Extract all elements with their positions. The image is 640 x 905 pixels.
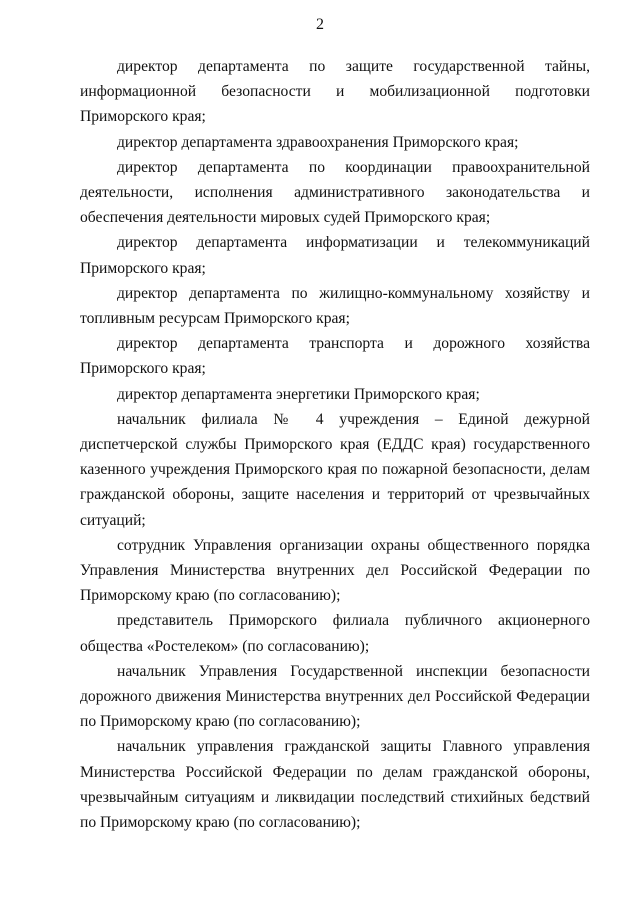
paragraph: директор департамента по защите государственной тайны, информационной безопасности и мобилизационной подготовки Приморского края; [80,58,590,126]
paragraph: сотрудник Управления организации охраны общественного порядка Управления Министерства внутренних дел Российской Федерации по Приморскому краю (по согласованию); [80,536,590,605]
paragraph: начальник управления гражданской защиты Главного управления Министерства Российской Федерации по делам гражданской обороны, чрезвычайным ситуациям и ликвидации последствий стихийных бедствий по Приморскому краю (по согласованию); [80,738,590,832]
paragraph: начальник Управления Государственной инспекции безопасности дорожного движения Министерства внутренних дел Российской Федерации по Приморскому краю (по согласованию); [80,662,590,731]
paragraph: директор департамента здравоохранения Приморского края; [117,133,519,151]
paragraph: представитель Приморского филиала публичного акционерного общества «Ростелеком» (по согласованию); [80,612,590,655]
paragraph: директор департамента по жилищно-коммунальному хозяйству и топливным ресурсам Приморского края; [80,284,590,328]
paragraph: директор департамента информатизации и телекоммуникаций Приморского края; [80,234,590,277]
document-body [80,54,590,835]
paragraph: директор департамента энергетики Приморского края; [117,385,480,403]
paragraph: директор департамента транспорта и дорожного хозяйства Приморского края; [80,335,590,378]
paragraph: начальник филиала № 4 учреждения – Единой дежурной диспетчерской службы Приморского края (ЕДДС края) государственного казенного учреждения Приморского края по пожарной безопасности, делам гражданской обороны, защите населения и территорий от чрезвычайных ситуаций; [80,410,590,529]
page-number: 2 [316,16,324,33]
paragraph: директор департамента по координации правоохранительной деятельности, исполнения административного законодательства и обеспечения деятельности мировых судей Приморского края; [80,158,590,227]
